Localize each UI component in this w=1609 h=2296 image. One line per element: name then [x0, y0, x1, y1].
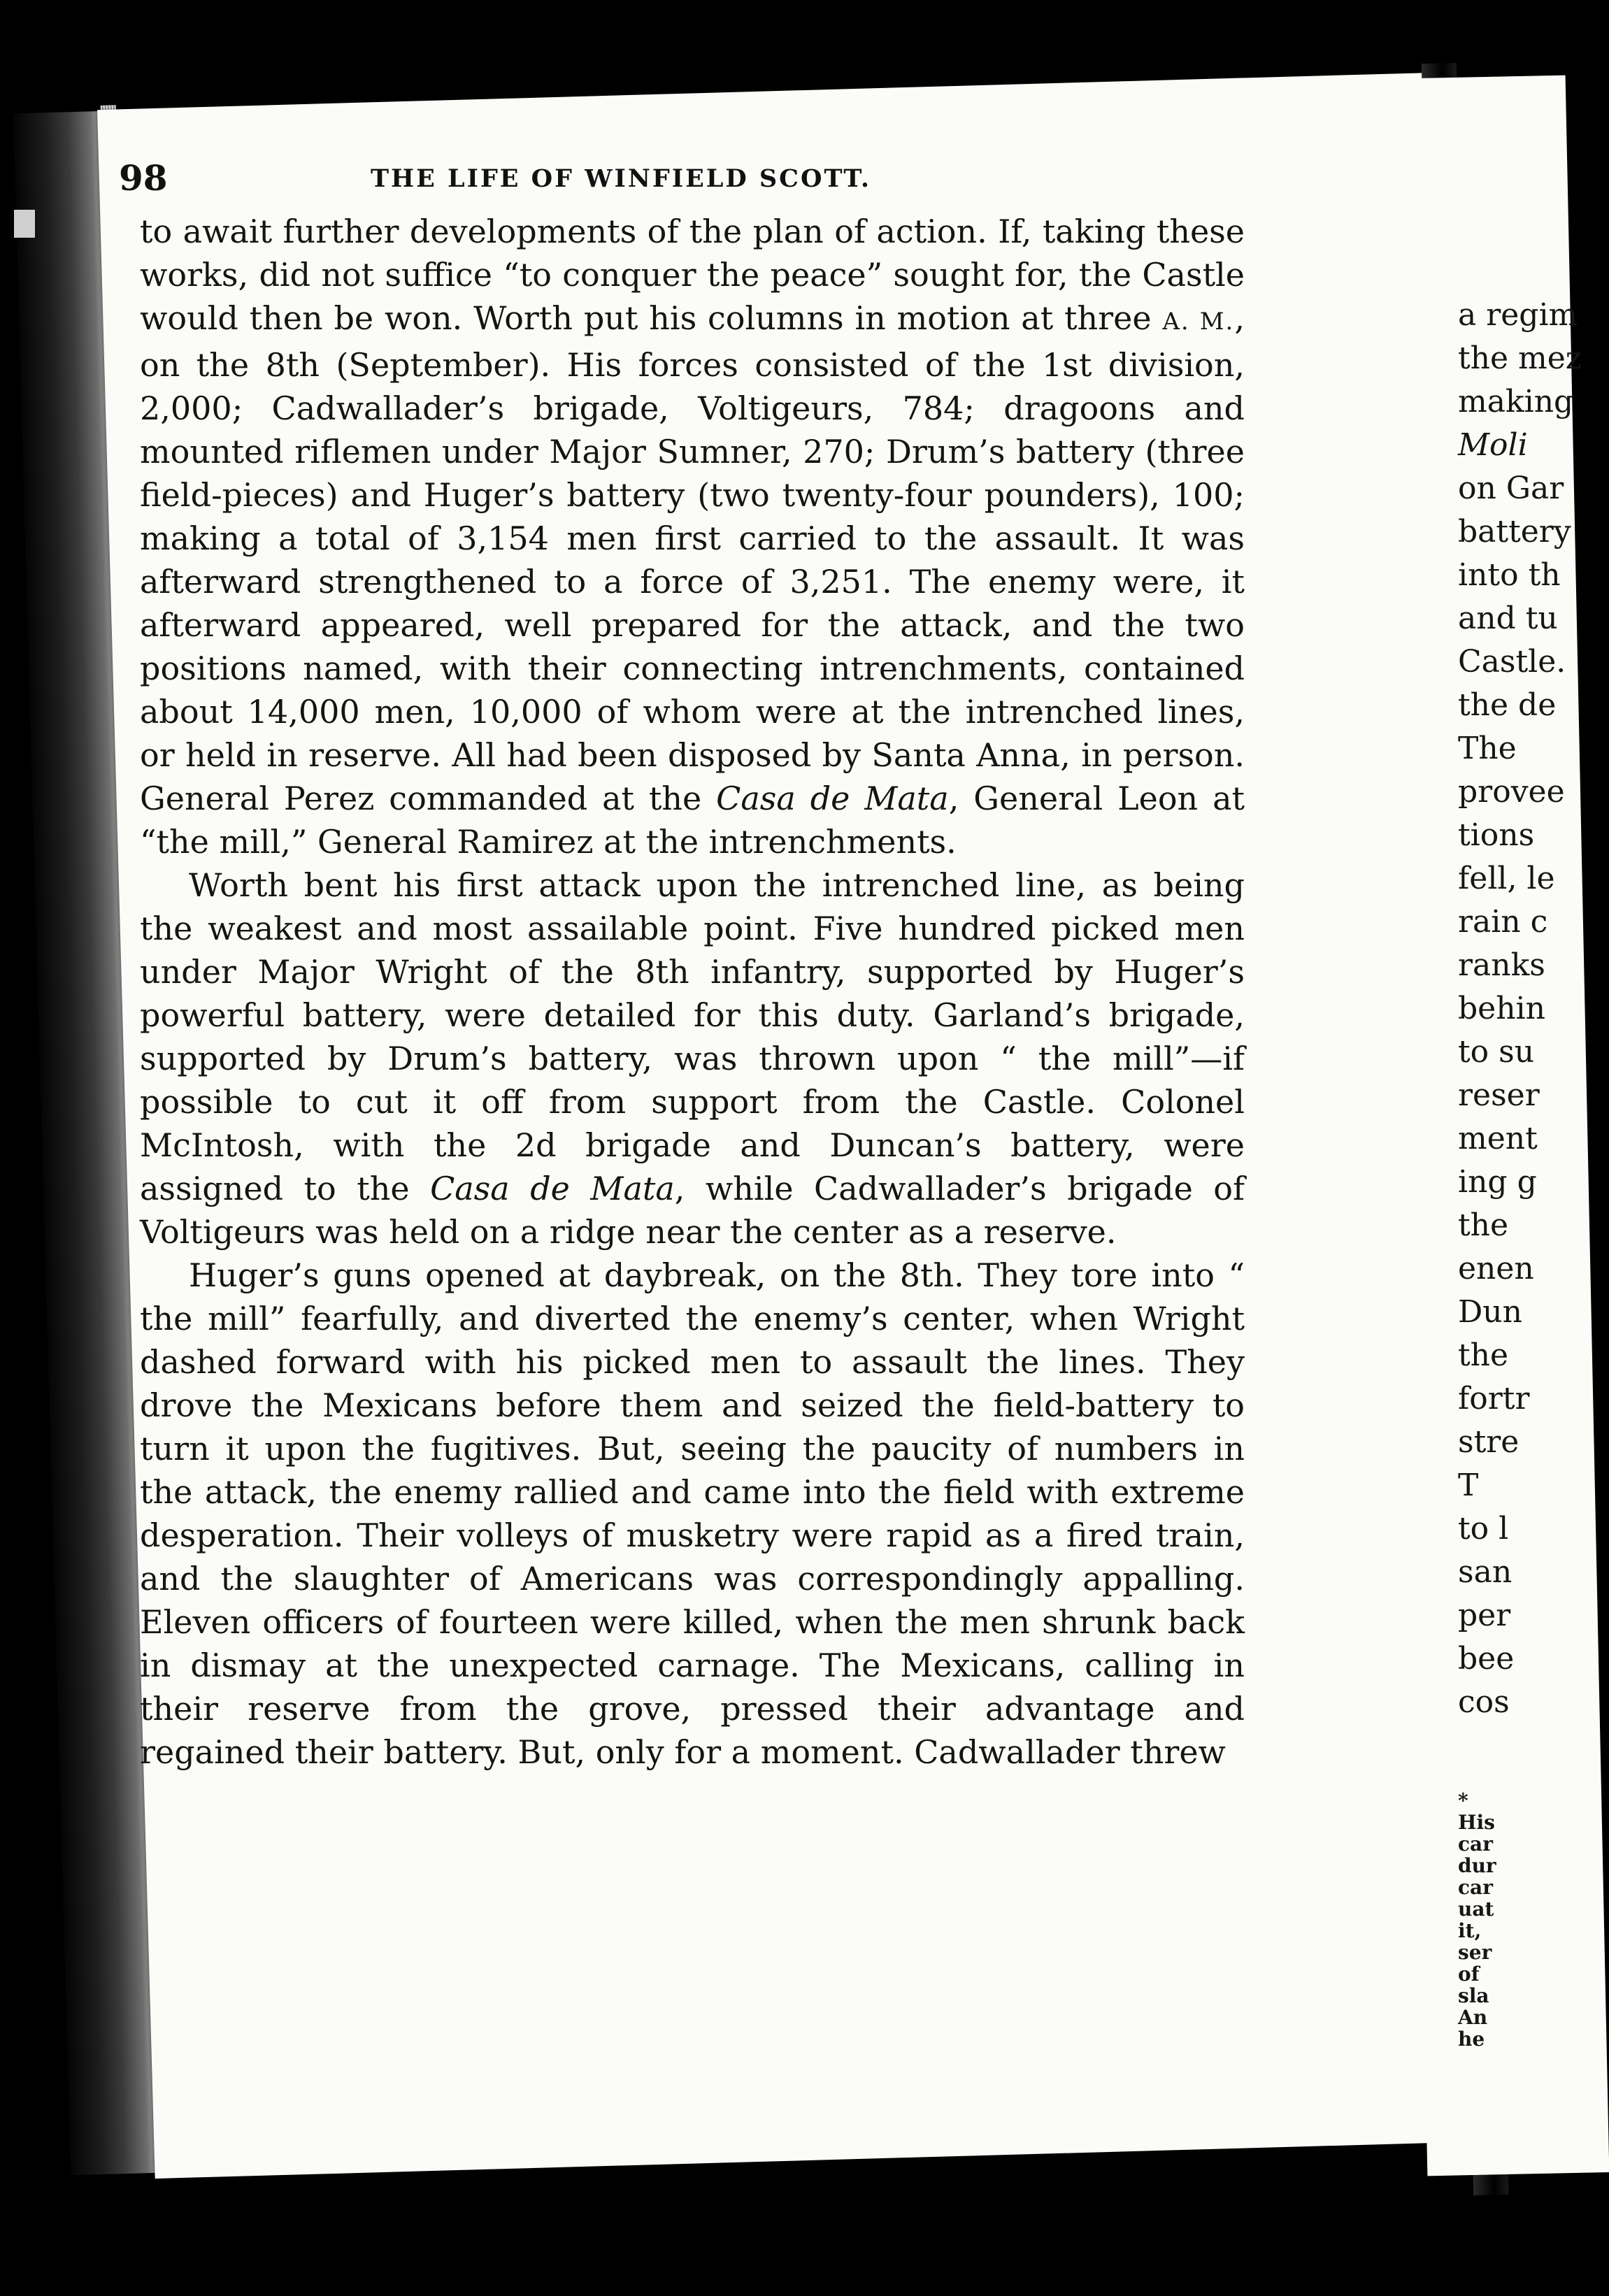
text-run: A. M.	[1162, 308, 1235, 336]
text-run: Huger’s guns opened at daybreak, on the 8th. They tore into “ the mill” fearfully, and diverted the enemy’s center, when Wright dashed forward with his picked men to assault the lines. They drove the Mexicans before them and seized the field-battery to turn it upon the fugitives. But, seeing the paucity of numbers in the attack, the enemy rallied and came into the field with extreme desperation. Their volleys of musketry were rapid as a fired train, and the slaughter of Americans was correspondingly appalling. Eleven officers of fourteen were killed, when the men shrunk back in dismay at the unexpected carnage. The Mexicans, calling in their reserve from the grove, pressed their advantage and regained their battery. But, only for a moment. Cadwallader threw	[140, 1256, 1245, 1771]
facing-page-line: fortr	[1458, 1381, 1530, 1416]
facing-page-footnote	[1458, 1790, 1577, 2050]
facing-page-line: to l	[1458, 1511, 1509, 1547]
footnote-line: ser	[1458, 1941, 1492, 1964]
facing-page-line: T	[1458, 1468, 1479, 1503]
facing-page-line: ing g	[1458, 1164, 1537, 1200]
facing-page-line: the	[1458, 1207, 1509, 1243]
facing-page-line: Castle.	[1458, 644, 1566, 680]
facing-page-line: ment	[1458, 1121, 1538, 1156]
footnote-line: His	[1458, 1811, 1495, 1834]
footnote-line: it,	[1458, 1919, 1482, 1942]
text-run: to await further developments of the plan of action. If, taking these works, did not suffice “to conquer the peace” sought for, the Castle would then be won. Worth put his columns in motion at three	[140, 213, 1245, 337]
running-header	[119, 143, 1238, 199]
page-number: 98	[119, 157, 168, 199]
text-run: , on the 8th (September). His forces consisted of the 1st division, 2,000; Cadwallader’s brigade, Voltigeurs, 784; dragoons and mounted riflemen under Major Sumner, 270; Drum’s battery (three field-pieces) and Huger’s battery (two twenty-four pounders), 100; making a total of 3,154 men first carried to the assault. It was afterward strengthened to a force of 3,251. The enemy were, it afterward appeared, well prepared for the attack, and the two positions named, with their connecting intrenchments, contained about 14,000 men, 10,000 of whom were at the intrenched lines, or held in reserve. All had been disposed by Santa Anna, in person. General Perez commanded at the	[140, 299, 1245, 817]
facing-page-line: tions	[1458, 817, 1535, 853]
facing-page-line: cos	[1458, 1684, 1510, 1720]
body-text	[140, 210, 1245, 1774]
facing-page-line: making	[1458, 384, 1574, 419]
footnote-line: car	[1458, 1832, 1493, 1856]
italic-text: Casa de Mata	[430, 1170, 675, 1207]
footnote-line: of	[1458, 1963, 1480, 1986]
facing-page-line: bee	[1458, 1641, 1515, 1677]
facing-page-line: ranks	[1458, 947, 1545, 983]
running-title: THE LIFE OF WINFIELD SCOTT.	[371, 164, 872, 193]
paragraph	[140, 210, 1245, 863]
footnote-line: sla	[1458, 1984, 1489, 2007]
facing-page-line: The	[1458, 731, 1517, 766]
facing-page-line: the de	[1458, 687, 1557, 723]
facing-page-line: and tu	[1458, 601, 1558, 636]
page-fragment-mark	[14, 210, 35, 238]
facing-page-line: to su	[1458, 1034, 1535, 1070]
facing-page-line: rain c	[1458, 904, 1548, 940]
footnote-line: *	[1458, 1789, 1468, 1812]
facing-page-line: the	[1458, 1337, 1509, 1373]
facing-page-line: a regim	[1458, 297, 1578, 333]
facing-page-line: Dun	[1458, 1294, 1522, 1330]
text-run: , General Leon at “the mill,” General Ramirez at the intrenchments.	[140, 780, 1245, 861]
footnote-line: uat	[1458, 1897, 1494, 1921]
footnote-line: An	[1458, 2006, 1488, 2029]
facing-page-line: stre	[1458, 1424, 1519, 1460]
facing-page-line: battery	[1458, 514, 1571, 550]
facing-page-line: into th	[1458, 557, 1561, 593]
paragraph	[140, 1254, 1245, 1774]
paragraph	[140, 863, 1245, 1254]
facing-page-line: per	[1458, 1598, 1511, 1633]
facing-page-line: provee	[1458, 774, 1565, 810]
facing-page-line: the mez	[1458, 340, 1582, 376]
footnote-line: dur	[1458, 1854, 1496, 1877]
italic-text: Casa de Mata	[716, 780, 949, 817]
facing-page-line: enen	[1458, 1251, 1534, 1286]
facing-page-text	[1458, 294, 1582, 1724]
facing-page-line: behin	[1458, 991, 1545, 1026]
facing-page-line: san	[1458, 1554, 1513, 1590]
text-run: , while Cadwallader’s brigade of Voltigeurs was held on a ridge near the center as a reserve.	[140, 1170, 1245, 1251]
footnote-line: car	[1458, 1876, 1493, 1899]
facing-page-line: reser	[1458, 1077, 1540, 1113]
facing-page-line: on Gar	[1458, 471, 1564, 506]
text-run: Worth bent his first attack upon the intrenched line, as being the weakest and most assailable point. Five hundred picked men under Major Wright of the 8th infantry, supported by Huger’s powerful battery, were detailed for this duty. Garland’s brigade, supported by Drum’s battery, was thrown upon “ the mill”—if possible to cut it off from support from the Castle. Colonel McIntosh, with the 2d brigade and Duncan’s battery, were assigned to the	[140, 866, 1245, 1207]
facing-page-line: Moli	[1458, 427, 1528, 463]
footnote-line: he	[1458, 2028, 1485, 2051]
facing-page-line: fell, le	[1458, 861, 1555, 896]
